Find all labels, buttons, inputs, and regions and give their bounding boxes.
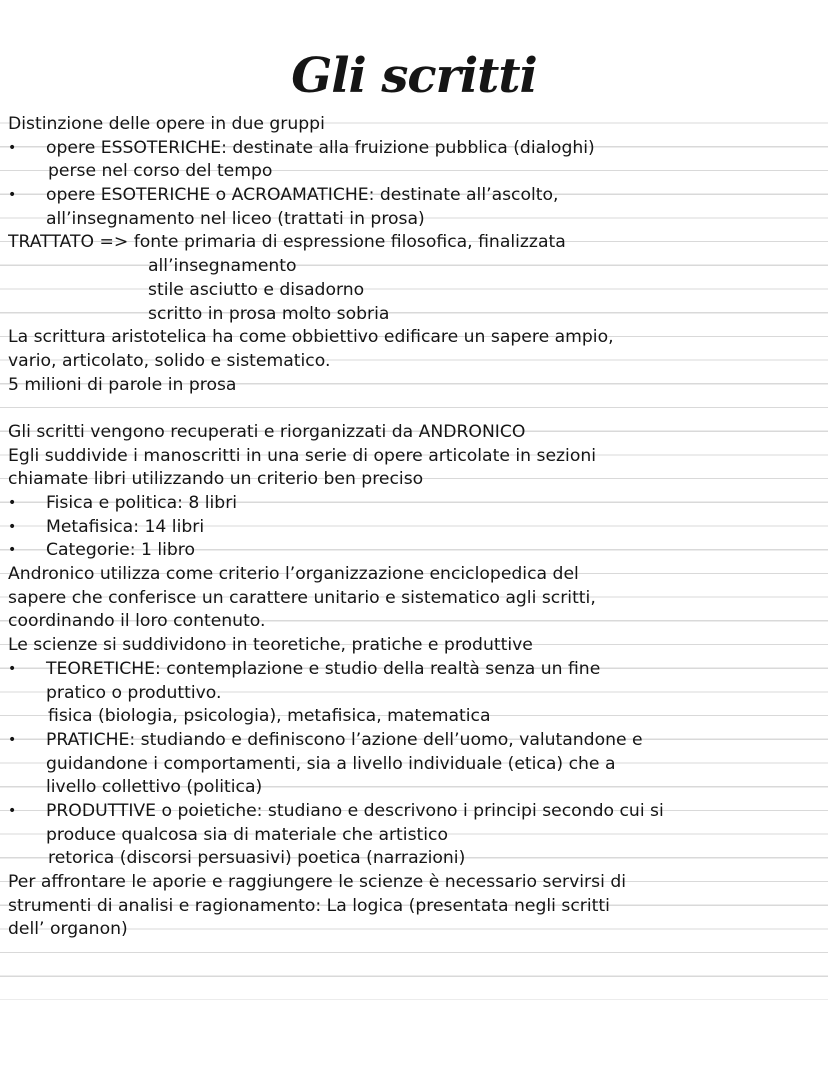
note-line: coordinando il loro contenuto. (8, 611, 266, 632)
note-line: Egli suddivide i manoscritti in una serie di opere articolate in sezioni (8, 445, 597, 466)
bullet-icon: • (8, 802, 17, 819)
bullet-icon: • (8, 518, 17, 535)
note-line: dell’ organon) (8, 919, 128, 940)
bullet-item (8, 729, 820, 753)
blank-line (8, 397, 820, 421)
note-line: strumenti di analisi e ragionamento: La logica (presentata negli scritti (8, 895, 610, 916)
bullet-text: PRODUTTIVE o poietiche: studiano e descrivono i principi secondo cui si (46, 800, 664, 821)
note-line: guidandone i comportamenti, sia a livello individuale (etica) che a (46, 753, 616, 774)
note-line: Le scienze si suddividono in teoretiche, pratiche e produttive (8, 635, 533, 656)
note-line: Per affrontare le aporie e raggiungere le scienze è necessario servirsi di (8, 872, 627, 892)
bullet-icon: • (8, 731, 17, 748)
bullet-text: opere ESOTERICHE o ACROAMATICHE: destinate all’ascolto, (46, 185, 559, 206)
note-line: fisica (biologia, psicologia), metafisica, matematica (48, 706, 491, 727)
note-line: livello collettivo (politica) (46, 777, 263, 798)
note-line: chiamate libri utilizzando un criterio ben preciso (8, 469, 424, 490)
note-line: pratico o produttivo. (46, 682, 222, 703)
bullet-icon: • (8, 139, 17, 156)
bullet-icon: • (8, 660, 17, 677)
note-line: vario, articolato, solido e sistematico. (8, 350, 331, 371)
bullet-item (8, 658, 820, 682)
note-line: Andronico utilizza come criterio l’organizzazione enciclopedica del (8, 564, 579, 585)
note-line: La scrittura aristotelica ha come obbiettivo edificare un sapere ampio, (8, 327, 614, 348)
bullet-item (8, 516, 820, 540)
note-line: produce qualcosa sia di materiale che artistico (46, 824, 449, 845)
bullet-item (8, 539, 820, 563)
note-line: 5 milioni di parole in prosa (8, 374, 237, 395)
note-line: scritto in prosa molto sobria (148, 303, 390, 324)
note-line: all’insegnamento (148, 256, 297, 277)
bullet-text: PRATICHE: studiando e definiscono l’azione dell’uomo, valutandone e (46, 729, 643, 750)
note-line: TRATTATO => fonte primaria di espressione filosofica, finalizzata (8, 232, 566, 253)
note-line: Gli scritti vengono recuperati e riorganizzati da ANDRONICO (8, 421, 526, 442)
note-line: all’insegnamento nel liceo (trattati in prosa) (46, 208, 425, 229)
note-line: stile asciutto e disadorno (148, 279, 365, 300)
bullet-text: TEORETICHE: contemplazione e studio della realtà senza un fine (46, 658, 601, 679)
bullet-text: Metafisica: 14 libri (46, 516, 205, 537)
bullet-item (8, 184, 820, 208)
note-line: sapere che conferisce un carattere unitario e sistematico agli scritti, (8, 587, 596, 608)
note-line: retorica (discorsi persuasivi) poetica (narrazioni) (48, 848, 466, 869)
page-title: Gli scritti (291, 48, 537, 104)
bullet-icon: • (8, 495, 17, 511)
bullet-text: opere ESSOTERICHE: destinate alla fruizione pubblica (dialoghi) (46, 137, 595, 158)
bullet-item (8, 492, 820, 516)
notes-body (8, 113, 820, 942)
bullet-item (8, 800, 820, 824)
bullet-text: Fisica e politica: 8 libri (46, 493, 238, 513)
note-line: Distinzione delle opere in due gruppi (8, 114, 325, 134)
bullet-icon: • (8, 542, 17, 559)
bullet-icon: • (8, 187, 17, 204)
bullet-text: Categorie: 1 libro (46, 540, 196, 561)
bullet-item (8, 137, 820, 161)
note-line: perse nel corso del tempo (48, 161, 273, 182)
